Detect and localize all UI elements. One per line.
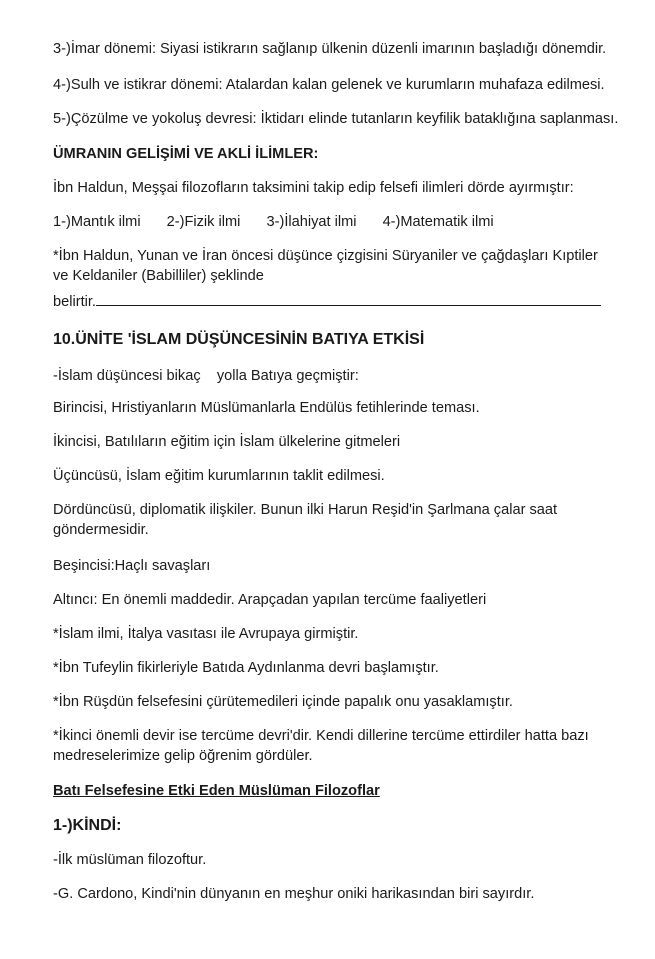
science-item: 4-)Matematik ilmi bbox=[382, 214, 494, 230]
transfer-item-5: Beşincisi:Haçlı savaşları bbox=[53, 558, 211, 574]
section-heading-umran: ÜMRANIN GELİŞİMİ VE AKLİ İLİMLER: bbox=[53, 146, 319, 162]
fill-in-line bbox=[53, 292, 635, 312]
kindi-fact-1: -İlk müslüman filozoftur. bbox=[53, 852, 207, 868]
era-5-line: 5-)Çözülme ve yokoluş devresi: İktidarı elinde tutanların keyfilik bataklığına saplanması. bbox=[53, 111, 619, 127]
kindi-heading: 1-)KİNDİ: bbox=[53, 817, 122, 834]
science-item: 1-)Mantık ilmi bbox=[53, 214, 141, 230]
transfer-item-6: Altıncı: En önemli maddedir. Arapçadan yapılan tercüme faaliyetleri bbox=[53, 592, 487, 608]
fill-in-label: belirtir. bbox=[53, 294, 96, 310]
note-ibn-rusd: *İbn Rüşdün felsefesini çürütemedileri içinde papalık onu yasaklamıştır. bbox=[53, 694, 513, 710]
science-item: 2-)Fizik ilmi bbox=[166, 214, 241, 230]
transfer-intro-line: -İslam düşüncesi bikaç yolla Batıya geçmiştir: bbox=[53, 368, 359, 384]
transfer-item-1: Birincisi, Hristiyanların Müslümanlarla Endülüs fetihlerinde teması. bbox=[53, 400, 480, 416]
transfer-item-4: Dördüncüsü, diplomatik ilişkiler. Bunun ilki Harun Reşid'in Şarlmana çalar saat göndermesidir. bbox=[53, 502, 558, 538]
note-translation-era: *İkinci önemli devir ise tercüme devri'dir. Kendi dillerine tercüme ettirdiler hatta bazı medreselerimize gelip öğrenim gördüler. bbox=[53, 728, 589, 764]
sciences-list bbox=[53, 212, 635, 232]
note-ibn-tufeyl: *İbn Tufeylin fikirleriyle Batıda Aydınlanma devri başlamıştır. bbox=[53, 660, 439, 676]
era-4-line: 4-)Sulh ve istikrar dönemi: Atalardan kalan gelenek ve kurumların muhafaza edilmesi. bbox=[53, 77, 605, 93]
ibn-haldun-note: *İbn Haldun, Yunan ve İran öncesi düşünce çizgisini Süryaniler ve çağdaşları Kıptiler ve Keldaniler (Babilliler) şeklinde bbox=[53, 248, 598, 284]
note-italy: *İslam ilmi, İtalya vasıtası ile Avrupaya girmiştir. bbox=[53, 626, 359, 642]
section-heading-philosophers: Batı Felsefesine Etki Eden Müslüman Filozoflar bbox=[53, 783, 380, 799]
unit-heading: 10.ÜNİTE 'İSLAM DÜŞÜNCESİNİN BATIYA ETKİSİ bbox=[53, 331, 425, 348]
science-item: 3-)İlahiyat ilmi bbox=[266, 214, 357, 230]
blank-underline bbox=[96, 293, 601, 306]
era-3-line: 3-)İmar dönemi: Siyasi istikrarın sağlanıp ülkenin düzenli imarının başladığı dönemdir. bbox=[53, 41, 607, 57]
kindi-fact-2: -G. Cardono, Kindi'nin dünyanın en meşhur oniki harikasından biri sayırdır. bbox=[53, 886, 535, 902]
transfer-item-2: İkincisi, Batılıların eğitim için İslam ülkelerine gitmeleri bbox=[53, 434, 401, 450]
sciences-intro-line: İbn Haldun, Meşşai filozofların taksimini takip edip felsefi ilimleri dörde ayırmıştır: bbox=[53, 180, 574, 196]
transfer-item-3: Üçüncüsü, İslam eğitim kurumlarının taklit edilmesi. bbox=[53, 468, 385, 484]
